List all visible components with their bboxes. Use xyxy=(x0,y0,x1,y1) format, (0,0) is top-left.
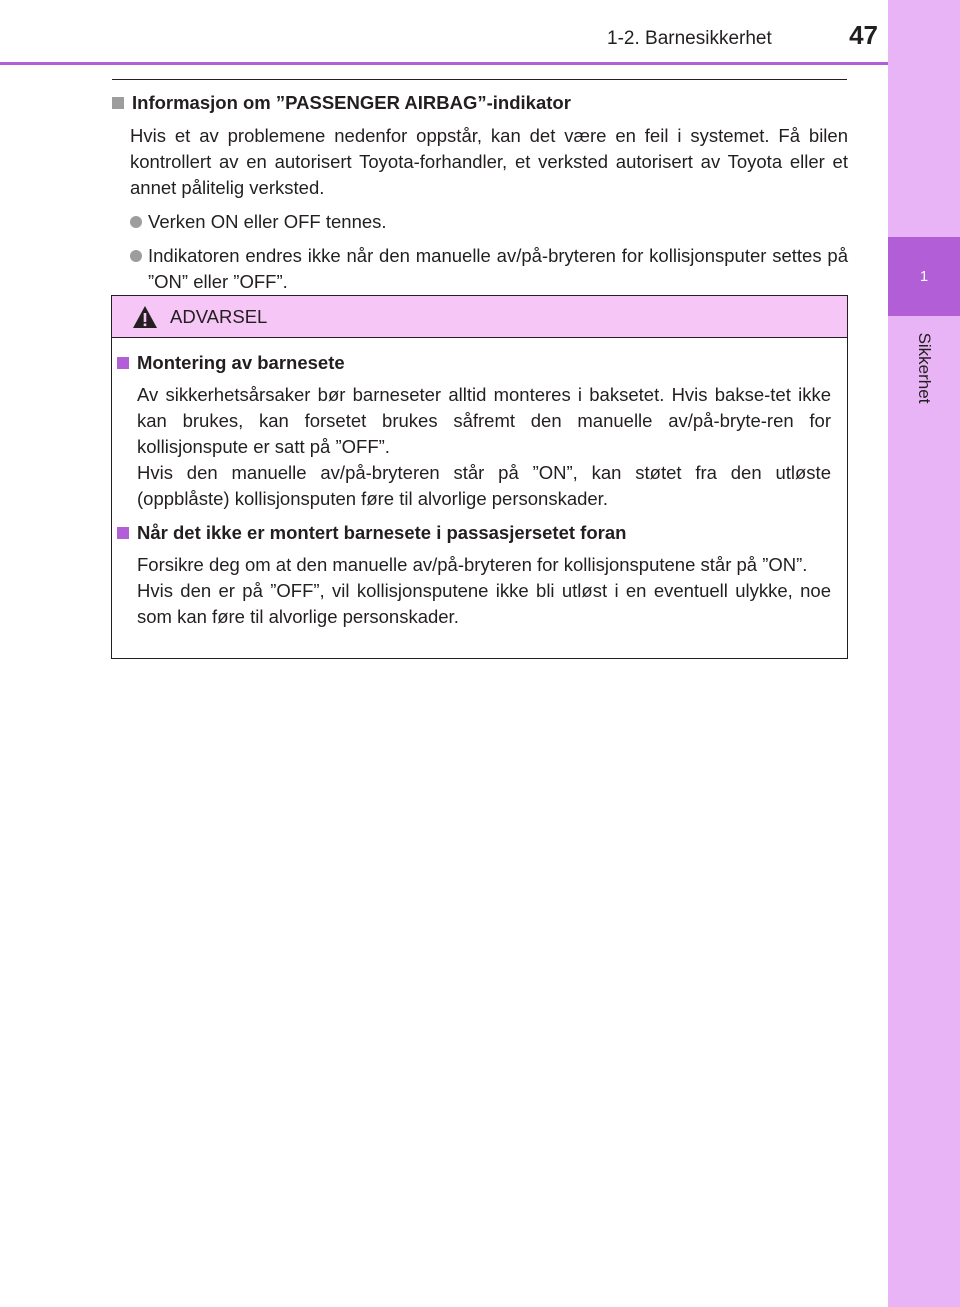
square-bullet-icon xyxy=(117,357,129,369)
section-title: 1-2. Barnesikkerhet xyxy=(607,28,772,49)
square-bullet-icon xyxy=(117,527,129,539)
header-divider xyxy=(0,62,888,65)
warning-body xyxy=(112,338,847,630)
info-heading-text: Informasjon om ”PASSENGER AIRBAG”-indikator xyxy=(132,92,571,113)
chapter-label: Sikkerhet xyxy=(915,332,934,404)
chapter-sidebar xyxy=(888,0,960,1307)
warning-subheading xyxy=(117,350,831,376)
list-item-text: Verken ON eller OFF tennes. xyxy=(148,211,387,232)
info-heading xyxy=(112,90,848,116)
warning-box xyxy=(111,295,848,659)
round-bullet-icon xyxy=(130,250,142,262)
list-item xyxy=(130,243,848,295)
warning-triangle-icon xyxy=(132,305,158,329)
section-rule xyxy=(112,79,847,80)
list-item-text: Indikatoren endres ikke når den manuelle av/på-bryteren for kollisjonsputer settes på ”ON” eller ”OFF”. xyxy=(148,245,848,292)
info-paragraph: Hvis et av problemene nedenfor oppstår, kan det være en feil i systemet. Få bilen kontrollert av en autorisert Toyota-forhandler, et verksted autorisert av Toyota eller et annet pålitelig verksted. xyxy=(130,125,848,198)
round-bullet-icon xyxy=(130,216,142,228)
warning-paragraph: Forsikre deg om at den manuelle av/på-bryteren for kollisjonsputene står på ”ON”. xyxy=(137,554,808,575)
chapter-tab[interactable] xyxy=(888,237,960,316)
page-number: 47 xyxy=(849,20,878,50)
chapter-number: 1 xyxy=(919,268,929,285)
warning-title: ADVARSEL xyxy=(170,305,268,327)
warning-paragraph: Av sikkerhetsårsaker bør barneseter alltid monteres i baksetet. Hvis bakse-tet ikke kan brukes, kan forsetet brukes såfremt den manuelle av/på-bryte-ren for kollisjonspute er satt på ”OFF”. xyxy=(137,384,831,457)
square-bullet-icon xyxy=(112,97,124,109)
warning-subheading-text: Montering av barnesete xyxy=(137,352,345,373)
warning-subheading xyxy=(117,520,831,546)
warning-subheading-text: Når det ikke er montert barnesete i passasjersetet foran xyxy=(137,522,627,543)
info-section xyxy=(112,90,848,295)
warning-header xyxy=(112,296,847,338)
warning-paragraph: Hvis den er på ”OFF”, vil kollisjonsputene ikke bli utløst i en eventuell ulykke, noe som kan føre til alvorlige personskader. xyxy=(137,580,831,627)
warning-paragraph: Hvis den manuelle av/på-bryteren står på ”ON”, kan støtet fra den utløste (oppblåste) kollisjonsputen føre til alvorlige personskader. xyxy=(137,462,831,509)
list-item xyxy=(130,209,848,235)
